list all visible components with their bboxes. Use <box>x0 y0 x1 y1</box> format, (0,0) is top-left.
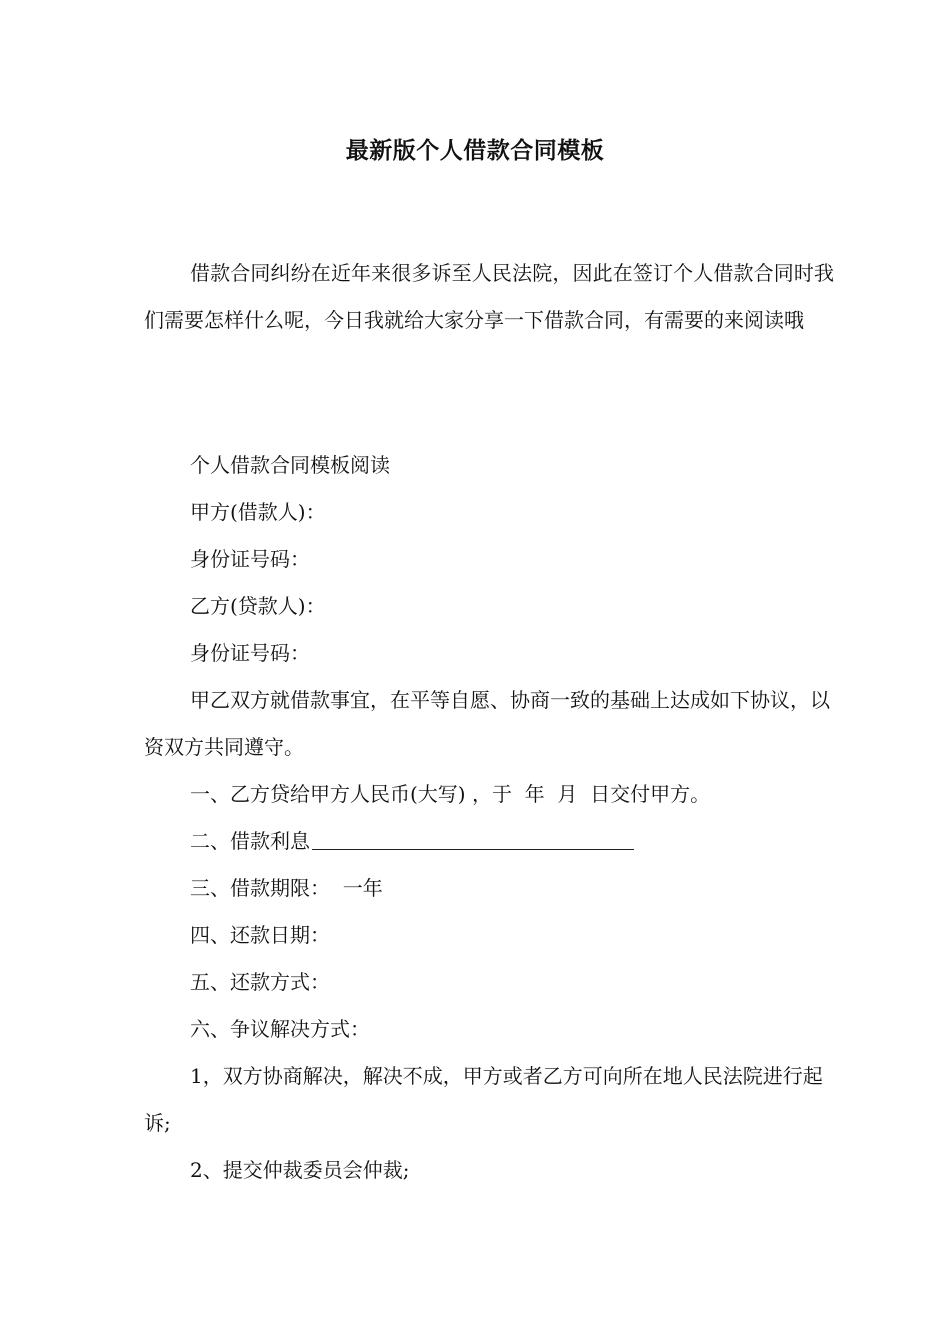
clause-2 <box>144 818 834 865</box>
clause-5: 五、还款方式： <box>190 970 330 994</box>
clause-6-item-2: 2、提交仲裁委员会仲裁; <box>190 1158 410 1182</box>
clause-3: 三、借款期限： 一年 <box>190 876 383 900</box>
clause-2-label: 二、借款利息 <box>190 829 310 853</box>
clause-1: 一、乙方贷给甲方人民币(大写) ，于 年 月 日交付甲方。 <box>190 782 711 806</box>
clause-6-item-1: 1，双方协商解决，解决不成，甲方或者乙方可向所在地人民法院进行起诉; <box>144 1064 823 1135</box>
agreement-intro: 甲乙双方就借款事宜，在平等自愿、协商一致的基础上达成如下协议，以资双方共同遵守。 <box>144 688 830 759</box>
clause-6: 六、争议解决方式： <box>190 1017 370 1041</box>
party-b-line: 乙方(贷款人)： <box>190 594 326 618</box>
document-title: 最新版个人借款合同模板 <box>345 138 605 164</box>
party-a-line: 甲方(借款人)： <box>190 500 326 524</box>
clause-4: 四、还款日期： <box>190 923 330 947</box>
party-a-id-line: 身份证号码： <box>190 547 310 571</box>
contract-body <box>144 442 834 1194</box>
intro-paragraph: 借款合同纠纷在近年来很多诉至人民法院，因此在签订个人借款合同时我们需要怎样什么呢，今日我就给大家分享一下借款合同，有需要的来阅读哦 <box>144 261 834 332</box>
interest-blank-line <box>312 829 634 850</box>
section-heading: 个人借款合同模板阅读 <box>190 453 390 477</box>
party-b-id-line: 身份证号码： <box>190 641 310 665</box>
